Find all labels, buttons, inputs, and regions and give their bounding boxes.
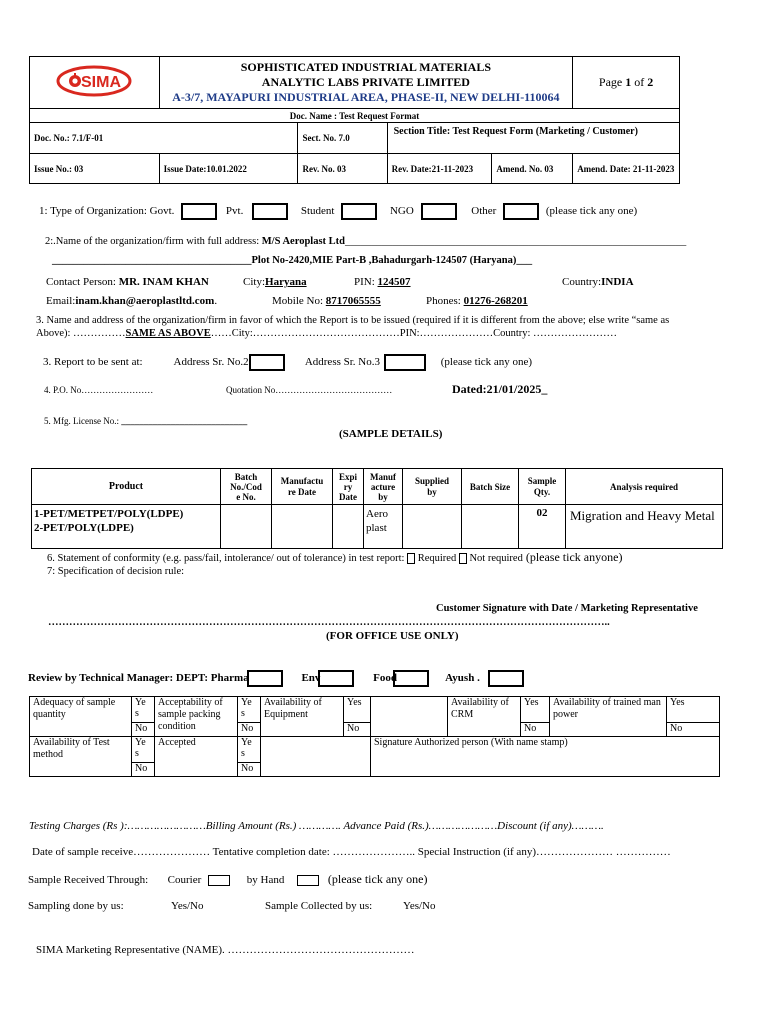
pharma-checkbox[interactable]	[247, 670, 283, 687]
logo-text: SIMA	[81, 74, 122, 91]
collected-value[interactable]: Yes/No	[403, 900, 436, 912]
mobile-value[interactable]: 8717065555	[325, 295, 381, 307]
phones-label: Phones:	[426, 295, 464, 307]
sampling-row	[28, 900, 528, 912]
quotation-no[interactable]: Quotation No…………………………………	[226, 385, 393, 395]
product-cell[interactable]	[32, 505, 221, 549]
pvt-checkbox[interactable]	[252, 203, 288, 220]
crm-no[interactable]: No	[521, 723, 550, 737]
pin-value[interactable]: 124507	[377, 276, 411, 288]
adequacy-no[interactable]: No	[132, 723, 155, 737]
logo-cell	[30, 57, 160, 109]
address-3-label: Address Sr. No.3	[304, 356, 380, 369]
city-label: City:	[243, 276, 266, 288]
header-table	[29, 56, 680, 184]
courier-label: Courier	[167, 874, 202, 886]
env-checkbox[interactable]	[318, 670, 354, 687]
dated[interactable]: Dated:21/01/2025_	[452, 382, 548, 396]
adequacy-s: s	[135, 708, 139, 719]
page-of: of	[631, 75, 648, 89]
conformity-label: 6. Statement of conformity (e.g. pass/fail, intolerance/ out of tolerance) in test report:	[47, 553, 408, 564]
col-supplied-l2: by	[427, 486, 437, 497]
city-value[interactable]: Haryana	[265, 276, 307, 288]
company-name-line2: ANALYTIC LABS PRIVATE LIMITED	[261, 75, 470, 89]
report-sent-row	[43, 354, 532, 371]
col-batch-no-l2: No./Cod	[230, 481, 262, 492]
org-address-lead: ______________________________________	[52, 255, 252, 266]
food-checkbox[interactable]	[393, 670, 429, 687]
org-type-label: 1: Type of Organization: Govt.	[39, 205, 175, 218]
section-title: Section Title: Test Request Form (Marketing / Customer)	[387, 123, 679, 154]
mfg-license-label: 5. Mfg. License No.:	[44, 416, 122, 426]
col-batch-no	[221, 469, 272, 505]
col-batch-size: Batch Size	[462, 469, 519, 505]
page-total: 2	[647, 75, 654, 89]
acceptability-label: Acceptability of sample packing condition	[155, 697, 238, 737]
report-sent-hint: (please tick any one)	[440, 356, 533, 369]
email-label: Email:	[46, 295, 76, 307]
mfg-license-line[interactable]: ____________________________	[121, 416, 248, 426]
phones-value[interactable]: 01276-268201	[463, 295, 528, 307]
office-table	[29, 696, 720, 777]
decision-rule: 7: Specification of decision rule:	[47, 566, 185, 577]
page-cell	[573, 57, 680, 109]
adequacy-yes[interactable]	[132, 697, 155, 723]
org-name-row	[45, 236, 686, 247]
company-name-line1: SOPHISTICATED INDUSTRIAL MATERIALS	[240, 60, 492, 74]
org-address-value[interactable]: Plot No-2420,MIE Part-B ,Bahadurgarh-124507 (Haryana)	[251, 255, 517, 266]
equipment-no[interactable]: No	[344, 723, 371, 737]
po-no[interactable]: 4. P.O. No……………………	[44, 385, 154, 395]
test-method-ye: Ye	[135, 737, 146, 748]
required-checkbox[interactable]	[407, 553, 415, 564]
amend-no: Amend. No. 03	[492, 154, 573, 184]
org-name-label: 2:.Name of the organization/firm with full address:	[45, 236, 262, 247]
not-required-checkbox[interactable]	[459, 553, 467, 564]
manpower-label: Availability of trained man power	[550, 697, 667, 737]
adequacy-ye: Ye	[135, 697, 146, 708]
col-expiry	[333, 469, 364, 505]
env-label: Env	[301, 672, 321, 685]
accepted-blank[interactable]	[261, 737, 371, 777]
product-2: 2-PET/POLY(LDPE)	[34, 522, 134, 534]
acceptability-yes[interactable]	[238, 697, 261, 723]
crm-label: Availability of CRM	[448, 697, 521, 737]
other-label: Other	[471, 205, 497, 218]
col-qty-l1: Sample	[527, 475, 557, 486]
required-label: Required	[417, 553, 457, 564]
report-same-as-above[interactable]: SAME AS ABOVE	[125, 328, 211, 339]
govt-checkbox[interactable]	[181, 203, 217, 220]
report-name-text: 3. Name and address of the organization/firm in favor of which the Report is to be issued (required if it is different from the above; else write “same as	[36, 315, 670, 326]
ayush-checkbox[interactable]	[488, 670, 524, 687]
equipment-yes[interactable]: Yes	[344, 697, 371, 723]
test-method-label: Availability of Test method	[30, 737, 132, 777]
col-mfg-date-l2: re Date	[287, 486, 317, 497]
food-label: Food	[373, 672, 398, 685]
rev-date: Rev. Date:21-11-2023	[387, 154, 492, 184]
email-row	[46, 295, 666, 307]
email-dot: .	[214, 295, 218, 307]
contact-value[interactable]: MR. INAM KHAN	[118, 276, 209, 288]
batch-size-cell[interactable]	[462, 505, 519, 549]
page-prefix: Page	[598, 75, 626, 89]
col-qty	[519, 469, 566, 505]
col-expiry-l3: Date	[339, 491, 357, 502]
acceptability-s: s	[241, 708, 245, 719]
acceptability-ye: Ye	[241, 697, 252, 708]
customer-signature: Customer Signature with Date / Marketing Representative	[436, 603, 698, 614]
org-type-row	[39, 203, 637, 220]
signature-authorized[interactable]: Signature Authorized person (With name stamp)	[371, 737, 720, 777]
col-batch-no-l3: e No.	[236, 491, 256, 502]
marketing-rep[interactable]: SIMA Marketing Representative (NAME). ……………………………………………	[36, 944, 415, 956]
collected-label: Sample Collected by us:	[265, 900, 373, 912]
address-3-checkbox[interactable]	[384, 354, 426, 371]
col-product: Product	[32, 469, 221, 505]
col-mfg-date-l1: Manufactu	[280, 475, 324, 486]
accepted-label: Accepted	[155, 737, 238, 777]
pvt-label: Pvt.	[225, 205, 244, 218]
by-hand-label: by Hand	[246, 874, 285, 886]
sample-details-title: (SAMPLE DETAILS)	[339, 428, 443, 440]
student-checkbox[interactable]	[341, 203, 377, 220]
sample-table	[31, 468, 723, 549]
report-name-row2	[36, 328, 617, 339]
col-expiry-l2: ry	[343, 481, 353, 492]
test-method-s: s	[135, 748, 139, 759]
ayush-label: Ayush .	[445, 672, 480, 685]
issue-date: Issue Date:10.01.2022	[159, 154, 298, 184]
conformity-hint: (please tick anyone)	[522, 550, 623, 564]
report-rest: ……City:……………………………………PIN:…………………Country: ……………………	[210, 328, 618, 339]
accepted-ye: Ye	[241, 737, 252, 748]
report-above-prefix: Above): ……………	[36, 328, 126, 339]
expiry-cell[interactable]	[333, 505, 364, 549]
col-mfg-date	[272, 469, 333, 505]
col-expiry-l1: Expi	[338, 471, 357, 482]
col-qty-l2: Qty.	[533, 486, 551, 497]
col-supplied-l1: Supplied	[414, 475, 450, 486]
doc-name: Doc. Name : Test Request Format	[30, 109, 680, 123]
other-checkbox[interactable]	[503, 203, 539, 220]
col-analysis: Analysis required	[566, 469, 723, 505]
test-method-yes[interactable]	[132, 737, 155, 763]
received-hint: (please tick any one)	[327, 872, 428, 886]
company-address: A-3/7, MAYAPURI INDUSTRIAL AREA, PHASE-II, NEW DELHI-110064	[172, 90, 560, 104]
mfg-date-cell[interactable]	[272, 505, 333, 549]
org-name-line: _________________________________________________________________	[345, 236, 687, 247]
org-address-row	[52, 255, 532, 266]
review-row	[28, 670, 524, 687]
col-mfg-by-l3: by	[378, 491, 388, 502]
email-value[interactable]: inam.khan@aeroplastltd.com	[75, 295, 215, 307]
not-required-label: Not required	[469, 553, 523, 564]
mfg-by-cell[interactable]: Aero plast	[364, 505, 403, 549]
ngo-checkbox[interactable]	[421, 203, 457, 220]
contact-label: Contact Person:	[46, 276, 119, 288]
office-use-title: (FOR OFFICE USE ONLY)	[326, 630, 459, 642]
contact-row	[46, 276, 666, 288]
supplied-cell[interactable]	[403, 505, 462, 549]
accepted-s: s	[241, 748, 245, 759]
address-2-label: Address Sr. No.2	[173, 356, 249, 369]
crm-yes[interactable]: Yes	[521, 697, 550, 723]
product-1: 1-PET/METPET/POLY(LDPE)	[34, 508, 184, 520]
sample-date-row[interactable]: Date of sample receive………………… Tentative completion date: ………………….. Special Instruction (if any)………………… ……………	[32, 846, 671, 858]
accepted-no[interactable]: No	[238, 763, 261, 777]
col-mfg-by	[364, 469, 403, 505]
org-type-hint: (please tick any one)	[545, 205, 638, 218]
signature-dots: ……………………………………………………………………………………………………………………………………………..	[48, 617, 610, 628]
col-batch-no-l1: Batch	[234, 471, 258, 482]
company-cell	[159, 57, 573, 109]
col-mfg-by-l2: acture	[370, 481, 396, 492]
org-name-value[interactable]: M/S Aeroplast Ltd	[261, 236, 345, 247]
acceptability-no[interactable]: No	[238, 723, 261, 737]
col-mfg-by-l1: Manuf	[369, 471, 396, 482]
equipment-blank[interactable]	[371, 697, 448, 737]
batch-no-cell[interactable]	[221, 505, 272, 549]
received-row	[28, 872, 427, 887]
review-label: Review by Technical Manager: DEPT: Pharma	[28, 672, 249, 685]
sampling-value[interactable]: Yes/No	[171, 900, 204, 912]
analysis-cell[interactable]: Migration and Heavy Metal	[566, 505, 723, 549]
qty-cell[interactable]: 02	[519, 505, 566, 549]
sect-no: Sect. No. 7.0	[298, 123, 387, 154]
conformity-row	[47, 550, 622, 565]
sampling-label: Sampling done by us:	[28, 900, 124, 912]
student-label: Student	[300, 205, 335, 218]
company-logo	[56, 65, 132, 97]
country-label: Country:	[562, 276, 602, 288]
doc-no: Doc. No.: 7.1/F-01	[30, 123, 298, 154]
accepted-yes[interactable]	[238, 737, 261, 763]
testing-charges[interactable]: Testing Charges (Rs ):……………………Billing Amount (Rs.) …………. Advance Paid (Rs.)…………………Discount (if any)……….	[29, 820, 604, 832]
courier-checkbox[interactable]	[208, 875, 230, 886]
adequacy-label: Adequacy of sample quantity	[30, 697, 132, 737]
rev-no: Rev. No. 03	[298, 154, 387, 184]
col-supplied	[403, 469, 462, 505]
ngo-label: NGO	[389, 205, 414, 218]
test-method-no[interactable]: No	[132, 763, 155, 777]
by-hand-checkbox[interactable]	[297, 875, 319, 886]
report-sent-label: 3. Report to be sent at:	[43, 356, 143, 369]
page-number: 1	[625, 75, 632, 89]
pin-label: PIN:	[354, 276, 378, 288]
org-address-tail: ___	[516, 255, 533, 266]
amend-date: Amend. Date: 21-11-2023	[573, 154, 680, 184]
manpower-no[interactable]: No	[667, 723, 720, 737]
issue-no: Issue No.: 03	[30, 154, 160, 184]
mfg-license-row	[44, 416, 247, 426]
address-2-checkbox[interactable]	[249, 354, 285, 371]
country-value[interactable]: INDIA	[601, 276, 634, 288]
equipment-label: Availability of Equipment	[261, 697, 344, 737]
manpower-yes[interactable]: Yes	[667, 697, 720, 723]
received-label: Sample Received Through:	[28, 874, 149, 886]
mobile-label: Mobile No:	[272, 295, 326, 307]
